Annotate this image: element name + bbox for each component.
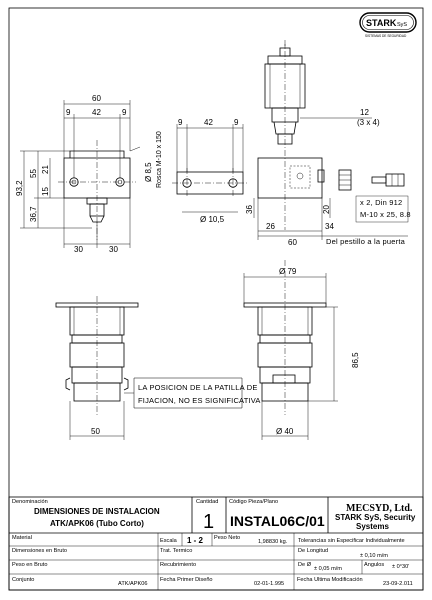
tb-diam: ± 0,05 m/m <box>314 566 342 572</box>
plate-view <box>172 168 248 198</box>
dim-bottom-phi-40: Ø 40 <box>276 427 294 436</box>
tb-codigo-label: Código Pieza/Plano <box>229 499 279 505</box>
tb-peso-neto: 1,98830 kg. <box>258 539 288 545</box>
tb-fecha-mod-label: Fecha Ultima Modificación <box>297 577 363 583</box>
note-patilla-1: LA POSICION DE LA PATILLA DE <box>138 383 258 392</box>
plate-dimensions <box>177 118 243 224</box>
dim-plate-9b: 9 <box>234 118 239 127</box>
tb-longitud-label: De Longitud <box>298 548 329 554</box>
logo-suffix: SyS <box>397 22 408 28</box>
dim-top-width: 60 <box>92 94 101 103</box>
dim-bottom-phi-79: Ø 79 <box>279 267 297 276</box>
dim-height-55: 55 <box>29 169 38 178</box>
dim-bottom-50: 50 <box>91 427 100 436</box>
dim-bottom-86-5: 86,5 <box>351 352 360 368</box>
tb-company: MECSYD, Ltd. <box>346 503 413 514</box>
tb-fecha-diseno-label: Fecha Primer Diseño <box>160 577 213 583</box>
tb-peso-bruto-label: Peso en Bruto <box>12 562 48 568</box>
dim-phi-10-5: Ø 10,5 <box>200 215 225 224</box>
tb-denominacion-2: ATK/APK06 (Tubo Corto) <box>50 519 144 528</box>
tb-denominacion-1: DIMENSIONES DE INSTALACION <box>34 507 160 516</box>
dim-side-60: 60 <box>288 238 297 247</box>
tb-tolerancias: Tolerancias sin Especificar Individualmente <box>298 538 405 544</box>
dim-bottom-left: 30 <box>74 245 83 254</box>
dim-side-3x4: (3 x 4) <box>357 118 380 127</box>
tb-conjunto-label: Conjunto <box>12 577 35 583</box>
tb-cantidad-label: Cantidad <box>196 499 219 505</box>
tb-angulos-label: Angulos <box>364 562 385 568</box>
tb-dim-bruto-label: Dimensiones en Bruto <box>12 548 68 554</box>
tb-longitud: ± 0,10 m/m <box>360 553 388 559</box>
dim-height-21: 21 <box>41 165 50 174</box>
tb-cantidad: 1 <box>203 511 215 533</box>
front-view-dimensions <box>15 94 163 254</box>
dim-rosca: Rosca M-10 x 150 <box>156 131 163 188</box>
dim-side-26: 26 <box>266 222 275 231</box>
dim-height-total: 93,2 <box>15 180 24 196</box>
dim-side-36: 36 <box>245 205 254 214</box>
note-patilla-2: FIJACION, NO ES SIGNIFICATIVA <box>138 396 261 405</box>
dim-bottom-right: 30 <box>109 245 118 254</box>
tb-company-3: Systems <box>356 522 389 531</box>
tube-side-dimensions <box>244 267 360 440</box>
logo-tagline: SISTEMAS DE SEGURIDAD <box>365 34 407 38</box>
dim-top-a: 9 <box>66 108 71 117</box>
front-view <box>58 140 140 240</box>
tb-trat-label: Trat. Termico <box>160 548 193 554</box>
tb-codigo: INSTAL06C/01 <box>230 513 325 529</box>
note-pestillo: Del pestillo a la puerta <box>326 237 406 246</box>
note-screws-2: M-10 x 25, 8.8 <box>360 210 411 219</box>
tb-escala: 1 - 2 <box>187 536 204 545</box>
tb-conjunto: ATK/APK06 <box>118 581 148 587</box>
dim-side-12: 12 <box>360 108 369 117</box>
tb-diam-label: De Ø <box>298 562 312 568</box>
dim-top-c: 9 <box>122 108 127 117</box>
tb-escala-label: Escala <box>160 538 177 544</box>
dim-height-15: 15 <box>41 187 50 196</box>
tb-denominacion-label: Denominación <box>12 499 48 505</box>
tb-company-2: STARK SyS, Security <box>335 513 416 522</box>
dim-height-36-7: 36,7 <box>29 206 38 222</box>
note-screws-1: x 2, Din 912 <box>360 198 403 207</box>
screw-body <box>386 174 404 186</box>
tb-recubrimiento-label: Recubrimiento <box>160 562 197 568</box>
tb-fecha-diseno: 02-01-1.995 <box>254 581 285 587</box>
tb-angulos: ± 0°30' <box>392 564 410 570</box>
tube-side-slot <box>273 375 295 383</box>
logo-brand: STARK <box>366 18 397 28</box>
tb-fecha-mod: 23-09-2.011 <box>383 581 413 587</box>
dim-side-20: 20 <box>322 205 331 214</box>
stark-logo <box>360 13 416 38</box>
tb-peso-neto-label: Peso Neto <box>214 535 241 541</box>
patilla-note <box>124 378 261 408</box>
dim-top-b: 42 <box>92 108 101 117</box>
dim-plate-9a: 9 <box>178 118 183 127</box>
tube-front-view <box>56 296 138 415</box>
dim-side-34: 34 <box>325 222 334 231</box>
dim-plate-42: 42 <box>204 118 213 127</box>
dim-phi-8-5: Ø 8,5 <box>144 162 153 182</box>
tb-material-label: Material <box>12 535 32 541</box>
title-block <box>9 497 423 590</box>
